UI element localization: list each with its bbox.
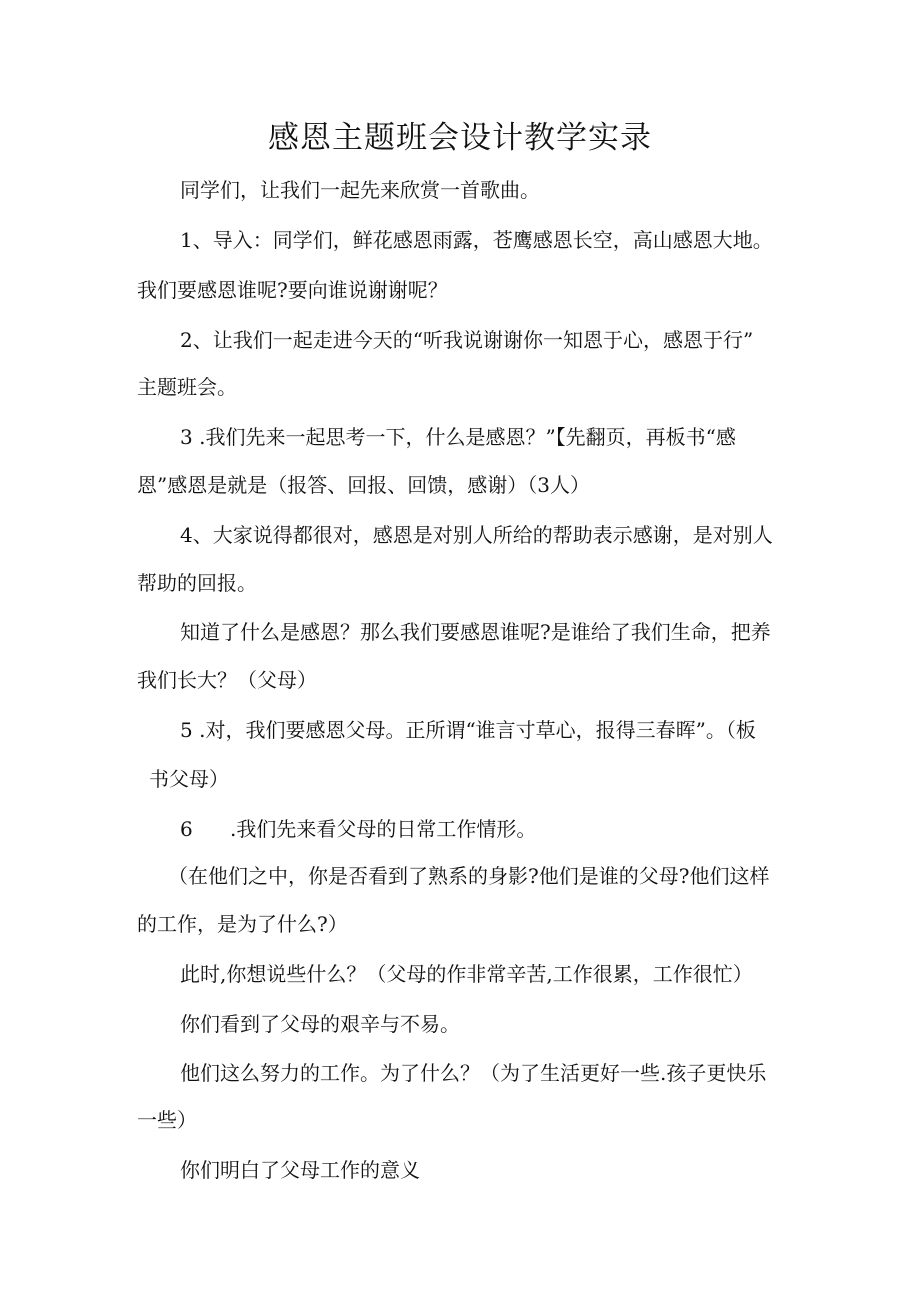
paragraph-line: 你们看到了父母的艰辛与不易。 [180,1012,460,1036]
list-number: 6 [180,817,193,841]
paragraph-line: （在他们之中，你是否看到了熟系的身影?他们是谁的父母?他们这样 [168,864,770,888]
paragraph-line: 我们长大？（父母） [137,668,317,692]
paragraph-line: 3 .我们先来一起思考一下，什么是感恩？”【先翻页，再板书“感 [180,425,736,449]
paragraph-line: 你们明白了父母工作的意义 [180,1158,420,1182]
paragraph-line: 他们这么努力的工作。为了什么？（为了生活更好一些.孩子更快乐 [180,1061,767,1085]
paragraph-line: 一些） [137,1108,197,1132]
paragraph-line: 帮助的回报。 [137,571,257,595]
paragraph-line: 4、大家说得都很对，感恩是对别人所给的帮助表示感谢，是对别人 [180,523,773,547]
paragraph-line: 的工作，是为了什么?） [137,912,348,936]
paragraph-line: 同学们，让我们一起先来欣赏一首歌曲。 [180,178,540,202]
paragraph-line: 主题班会。 [137,375,237,399]
document-title: 感恩主题班会设计教学实录 [268,120,652,156]
paragraph-line: 我们要感恩谁呢?要向谁说谢谢呢？ [137,278,448,302]
paragraph-line: 书父母） [149,767,229,791]
paragraph-line: 5 .对，我们要感恩父母。正所谓“谁言寸草心，报得三春晖”。（板 [180,718,756,742]
paragraph-line: 2、让我们一起走进今天的“听我说谢谢你一知恩于心，感恩于行” [180,328,754,352]
paragraph-line: 此时,你想说些什么？（父母的作非常辛苦,工作很累，工作很忙） [180,962,753,986]
paragraph-line: 恩”感恩是就是（报答、回报、回馈，感谢）（3人） [137,473,590,497]
paragraph-line: 1、导入：同学们，鲜花感恩雨露，苍鹰感恩长空，高山感恩大地。 [180,228,773,252]
paragraph-line: 知道了什么是感恩？那么我们要感恩谁呢?是谁给了我们生命，把养 [180,620,771,644]
paragraph-line: .我们先来看父母的日常工作情形。 [230,817,537,841]
